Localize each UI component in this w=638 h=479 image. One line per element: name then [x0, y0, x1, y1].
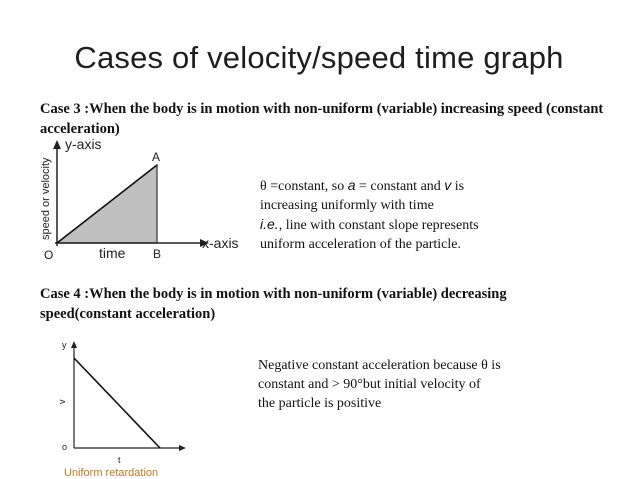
case3-note-line: θ =constant, so a = constant and v is [260, 177, 465, 194]
case4-heading: Case 4 :When the body is in motion with non-uniform (variable) decreasing speed(constant acceleration) [40, 286, 507, 322]
case3-point-b-label: B [153, 247, 162, 261]
case4-y-arrow [71, 341, 77, 348]
case4-t-label: t [118, 455, 121, 465]
case3-note-line: i.e., line with constant slope represents [260, 216, 479, 233]
case4-note-line: Negative constant acceleration because θ is [258, 358, 501, 373]
case4-origin-label: o [62, 442, 68, 452]
case3-y-arrow [53, 140, 61, 149]
case3-origin-label: O [44, 248, 54, 262]
case3-graph [35, 136, 275, 262]
case4-note-line: constant and > 90°but initial velocity of [258, 377, 481, 392]
case3-heading: Case 3 :When the body is in motion with non-uniform (variable) increasing speed (constant acceleration) [40, 101, 604, 137]
case4-y-label: y [62, 340, 67, 350]
case3-y-title: speed or velocity [40, 157, 52, 240]
case4-v-label: v [57, 399, 67, 404]
case3-explanation [260, 176, 560, 254]
case4-x-arrow [179, 445, 186, 451]
case4-note-line: the particle is positive [258, 396, 382, 411]
case3-y-axis-label: y-axis [65, 136, 102, 152]
case4-caption: Uniform retardation [64, 467, 159, 479]
case3-x-title: time [99, 245, 126, 261]
case3-note-line: uniform acceleration of the particle. [260, 237, 461, 252]
case3-point-a-label: A [152, 150, 161, 164]
case4-velocity-line [74, 358, 160, 448]
case4-graph [50, 336, 190, 479]
case3-x-axis-label: x-axis [202, 235, 239, 251]
case3-note-line: increasing uniformly with time [260, 198, 434, 213]
case4-explanation [258, 356, 588, 413]
slide-title: Cases of velocity/speed time graph [74, 40, 564, 75]
